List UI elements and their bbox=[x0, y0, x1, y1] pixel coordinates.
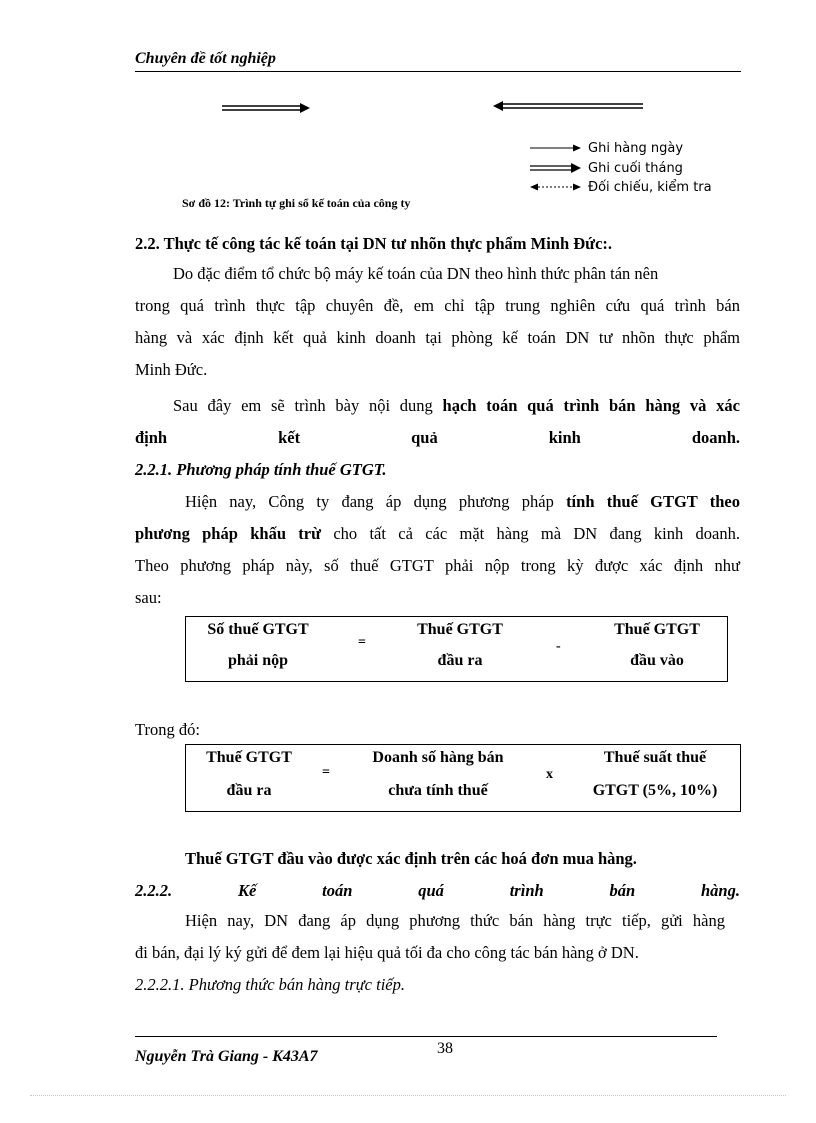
where-label: Trong đó: bbox=[135, 720, 200, 739]
formula-term: Thuế GTGT bbox=[206, 749, 292, 766]
paragraph-line: Minh Đức. bbox=[135, 360, 208, 379]
paragraph-line: Hiện nay, Công ty đang áp dụng phương pháp tính thuế GTGT theo bbox=[185, 492, 740, 511]
dotted-bidirectional-arrow-icon bbox=[530, 182, 582, 192]
formula-term: Thuế suất thuế bbox=[603, 749, 707, 766]
legend-item-reconcile bbox=[530, 178, 712, 196]
single-arrow-icon bbox=[530, 143, 582, 153]
formula-term: GTGT (5%, 10%) bbox=[592, 782, 718, 799]
formula-term: Doanh số hàng bán bbox=[372, 749, 504, 766]
formula-term: Thuế GTGT bbox=[614, 621, 700, 638]
legend-label: Đối chiếu, kiểm tra bbox=[588, 179, 712, 195]
header-rule bbox=[135, 71, 741, 72]
legend-label: Ghi hàng ngày bbox=[588, 140, 684, 156]
vat-payable-formula-box bbox=[185, 616, 728, 682]
formula-term: đầu ra bbox=[437, 652, 483, 669]
page-number: 38 bbox=[437, 1040, 453, 1057]
diagram-caption: Sơ đồ 12: Trình tự ghi sổ kế toán của công ty bbox=[182, 196, 411, 210]
legend-item-monthly bbox=[530, 159, 683, 177]
output-vat-formula-box bbox=[185, 744, 741, 812]
paragraph-line: Hiện nay, DN đang áp dụng phương thức bán hàng trực tiếp, gửi hàng bbox=[185, 911, 725, 930]
equals-sign: = bbox=[322, 765, 330, 780]
double-arrow-right-icon bbox=[222, 101, 312, 115]
input-vat-note: Thuế GTGT đầu vào được xác định trên các hoá đơn mua hàng. bbox=[185, 849, 637, 868]
paragraph-line: đi bán, đại lý ký gửi để đem lại hiệu quả tối đa cho công tác bán hàng ở DN. bbox=[135, 943, 639, 962]
equals-sign: = bbox=[358, 635, 366, 650]
legend-label: Ghi cuối tháng bbox=[588, 160, 683, 176]
legend-item-daily bbox=[530, 139, 683, 157]
footer-author: Nguyễn Trà Giang - K43A7 bbox=[135, 1048, 318, 1065]
document-header-title: Chuyên đề tốt nghiệp bbox=[135, 50, 276, 67]
section-heading: 2.2.2. Kế toán quá trình bán hàng. bbox=[135, 881, 740, 900]
page-bottom-dotted-border bbox=[30, 1095, 786, 1096]
minus-sign: - bbox=[556, 639, 561, 654]
paragraph-line: Sau đây em sẽ trình bày nội dung hạch toán quá trình bán hàng và xác bbox=[173, 396, 740, 415]
formula-term: Số thuế GTGT bbox=[207, 621, 309, 638]
formula-term: Thuế GTGT bbox=[417, 621, 503, 638]
formula-term: phải nộp bbox=[227, 652, 289, 669]
sub-section-heading: 2.2.2.1. Phương thức bán hàng trực tiếp. bbox=[135, 975, 405, 994]
double-arrow-icon bbox=[530, 162, 582, 174]
paragraph-line: Theo phương pháp này, số thuế GTGT phải nộp trong kỳ được xác định như bbox=[135, 556, 740, 575]
section-heading: 2.2. Thực tế công tác kế toán tại DN tư nhõn thực phẩm Minh Đức:. bbox=[135, 234, 613, 253]
double-arrow-left-icon bbox=[493, 99, 645, 113]
footer-rule bbox=[135, 1036, 717, 1037]
section-heading: 2.2.1. Phương pháp tính thuế GTGT. bbox=[135, 460, 387, 479]
formula-term: đầu ra bbox=[226, 782, 272, 799]
multiply-sign: x bbox=[546, 767, 553, 782]
paragraph-line: phương pháp khấu trừ cho tất cả các mặt hàng mà DN đang kinh doanh. bbox=[135, 524, 741, 543]
formula-term: đầu vào bbox=[630, 652, 684, 669]
paragraph-line: định kết quả kinh doanh. bbox=[135, 428, 740, 447]
formula-term: chưa tính thuế bbox=[388, 782, 488, 799]
paragraph-line: hàng và xác định kết quả kinh doanh tại phòng kế toán DN tư nhõn thực phẩm bbox=[135, 328, 740, 347]
paragraph-line: sau: bbox=[135, 588, 162, 607]
paragraph-line: Do đặc điểm tổ chức bộ máy kế toán của DN theo hình thức phân tán nên bbox=[173, 264, 659, 283]
paragraph-line: trong quá trình thực tập chuyên đề, em chỉ tập trung nghiên cứu quá trình bán bbox=[135, 296, 740, 315]
